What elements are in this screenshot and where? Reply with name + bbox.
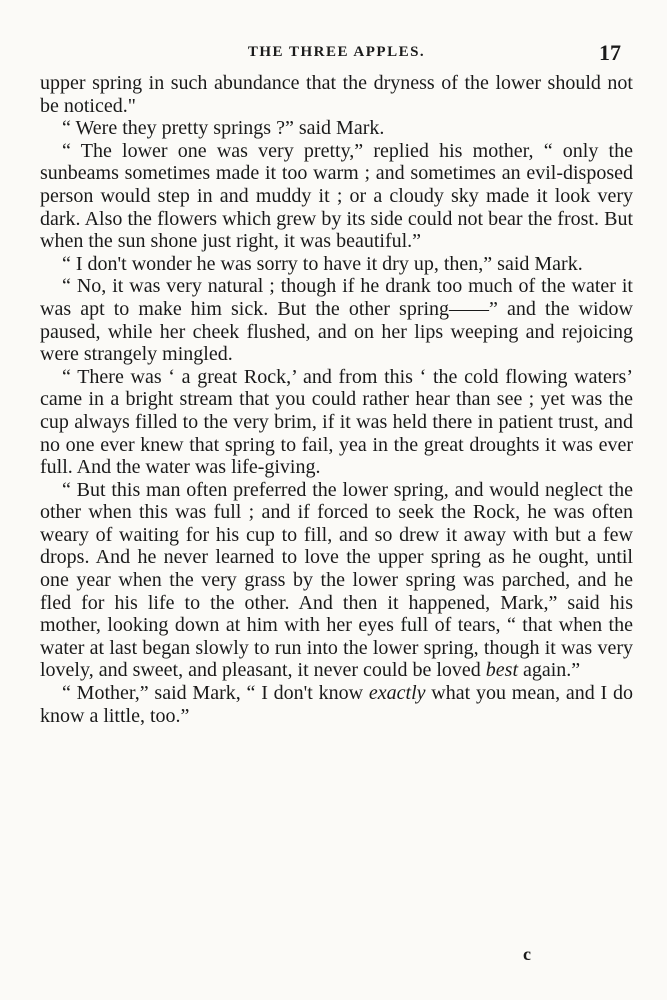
paragraph-text: what you mean, and I do know a little, too.”: [40, 682, 633, 727]
page-number: 17: [599, 40, 621, 65]
running-title: THE THREE APPLES.: [247, 44, 426, 60]
paragraph: upper spring in such abundance that the dryness of the lower should not be noticed.": [40, 72, 633, 117]
paragraph: “ There was ‘ a great Rock,’ and from this ‘ the cold flowing waters’ came in a bright stream that you could rather hear than see ; yet was the cup always filled to the very brim, if it was held there in patient trust, and no one ever knew that spring to fail, yea in the great droughts it was ever full. And the water was life-giving.: [40, 365, 633, 479]
paragraph-text: “ Mother,” said Mark, “ I don't know: [62, 682, 364, 705]
paragraph: “ The lower one was very pretty,” replied his mother, “ only the sunbeams sometimes made it too warm ; and sometimes an evil-disposed person would step in and muddy it ; or a cloudy sky made it look very dark. Also the flowers which grew by its side could not bear the frost. But when the sun shone just right, it was beautiful.”: [40, 139, 633, 253]
paragraph: [40, 479, 633, 682]
body-text: [40, 72, 633, 727]
running-head: [40, 38, 633, 72]
paragraph: [40, 682, 633, 727]
emphasis: best: [485, 659, 518, 682]
emphasis: exactly: [368, 682, 426, 705]
paragraph: “ Were they pretty springs ?” said Mark.: [62, 117, 385, 140]
signature-mark: c: [523, 944, 531, 964]
paragraph-text: “ But this man often preferred the lower spring, and would neglect the other when this was full ; and if forced to seek the Rock, he was often weary of waiting for his cup to fill, and so drew it away with but a few drops. And he never learned to love the upper spring as he ought, until one year when the very grass by the lower spring was parched, and he fled for his life to the other. And then it happened, Mark,” said his mother, looking down at him with her eyes full of tears, “ that when the water at last began slowly to run into the lower spring, though it was very lovely, and sweet, and pleasant, it never could be loved: [40, 478, 633, 682]
paragraph: “ I don't wonder he was sorry to have it dry up, then,” said Mark.: [62, 252, 583, 275]
paragraph: “ No, it was very natural ; though if he drank too much of the water it was apt to make him sick. But the other spring——” and the widow paused, while her cheek flushed, and on her lips weeping and rejoicing were strangely mingled.: [40, 275, 633, 366]
paragraph-text: again.”: [518, 659, 581, 682]
